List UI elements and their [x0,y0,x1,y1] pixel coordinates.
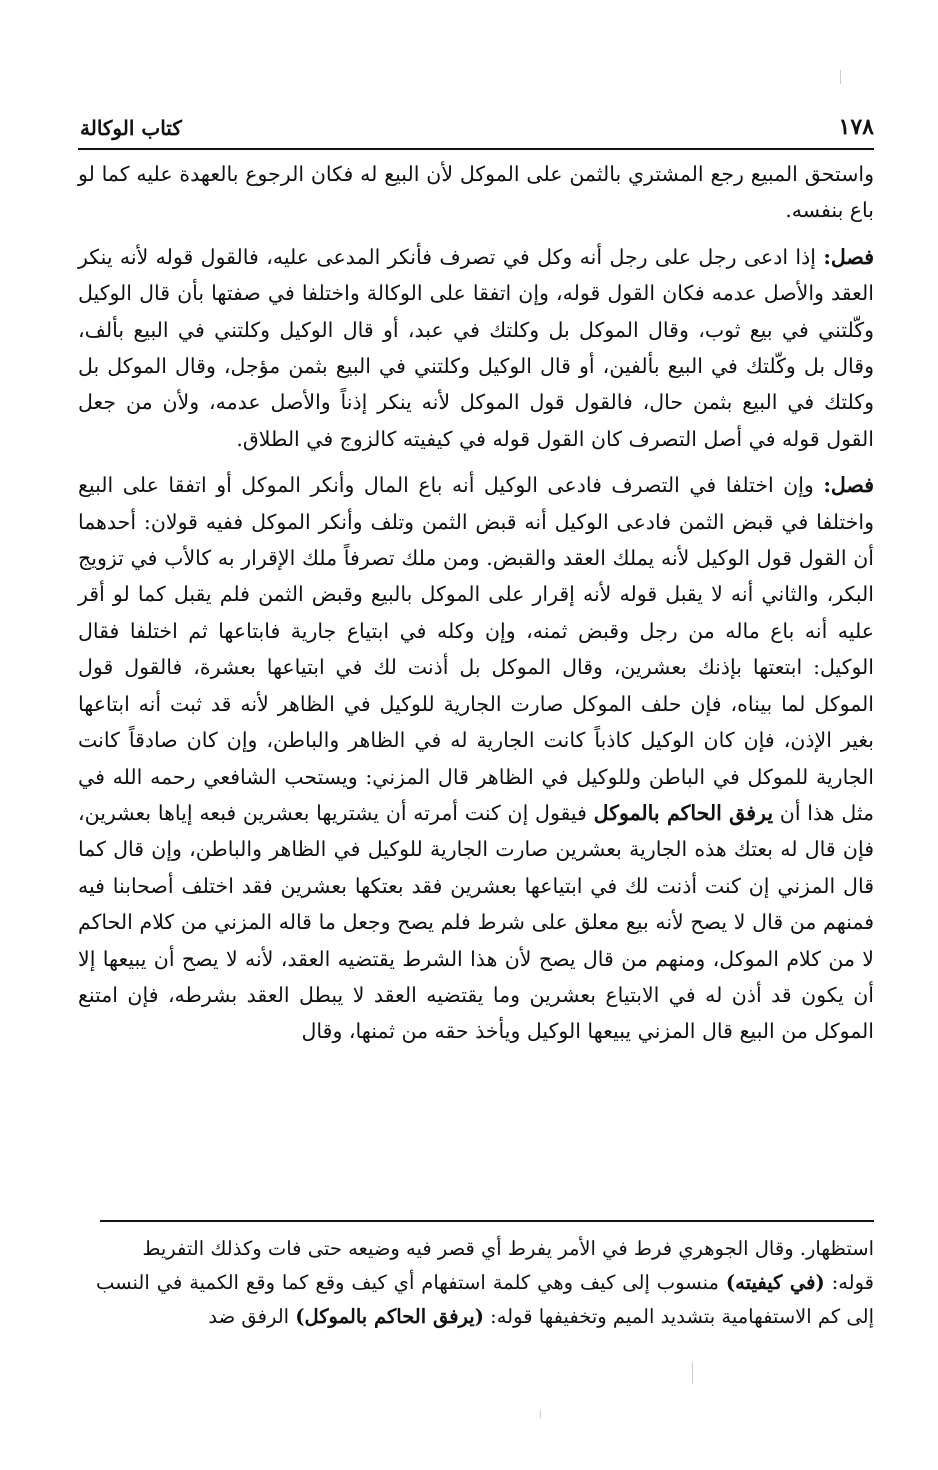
footnote-entry [96,1266,874,1334]
footnote-keyword: (في كيفيته) [725,1271,825,1294]
page-header [80,96,874,140]
paragraph-section-2 [78,467,874,1050]
section-text-b: فيقول إن كنت أمرته أن يشتريها بعشرين فبعه إياها بعشرين، فإن قال له بعتك هذه الجارية بعشرين صارت الجارية للوكيل في الظاهر والباطن، وإن قال كما قال المزني إن كنت أذنت لك في ابتياعها بعشرين فقد بعتكها بعشرين فقد اختلف أصحابنا فيه فمنهم من قال لا يصح لأنه بيع معلق على شرط فلم يصح وجعل ما قاله المزني من كلام الحاكم لا من كلام الموكل، ومنهم من قال يصح لأن هذا الشرط يقتضيه العقد، لأنه لا يصح أن يبيعها إلا أن يكون قد أذن له في الابتياع بعشرين وما يقتضيه العقد لا يبطل العقد بشرطه، فإن امتنع الموكل من البيع قال المزني يبيعها الوكيل ويأخذ حقه من ثمنها، وقال [78,800,874,1044]
section-text: إذا ادعى رجل على رجل أنه وكل في تصرف فأنكر المدعى عليه، فالقول قوله لأنه ينكر العقد والأصل عدمه فكان القول قوله، وإن اتفقا على الوكالة واختلفا في صفتها بأن قال الوكيل وكّلتني في بيع ثوب، وقال الموكل بل وكلتك في عبد، أو قال الوكيل وكلتني في البيع بألف، وقال بل وكّلتك في البيع بألفين، أو قال الوكيل وكلتني في البيع بثمن مؤجل، وقال الموكل بل وكلتك في البيع بثمن حال، فالقول قول الموكل لأنه ينكر إذناً والأصل عدمه، ولأن من جعل القول قوله في أصل التصرف كان القول قوله في كيفيته كالزوج في الطلاق. [78,244,874,451]
page-number: ١٧٨ [838,114,874,140]
main-text [78,156,874,1050]
footnote-text: قوله: [824,1271,875,1294]
paragraph-section-1 [78,239,874,457]
footnote-line: استظهار. وقال الجوهري فرط في الأمر يفرط أي قصر فيه وضيعه حتى فات وكذلك التفريط [142,1237,874,1260]
footnotes [96,1232,874,1334]
footnote-text: الرفق ضد [208,1305,296,1328]
section-text-a: وإن اختلفا في التصرف فادعى الوكيل أنه باع المال وأنكر الموكل أو اتفقا على البيع واختلفا في قبض الثمن فادعى الوكيل أنه قبض الثمن وتلف وأنكر الموكل ففيه قولان: أحدهما أن القول قول الوكيل لأنه يملك العقد والقبض. ومن ملك تصرفاً ملك الإقرار به كالأب في تزويج البكر، والثاني أنه لا يقبل قوله لأنه إقرار على الموكل بالبيع وقبض الثمن فلم يقبل كما لو أقر عليه أنه باع ماله من رجل وقبض ثمنه، وإن وكله في ابتياع جارية فابتاعها ثم اختلفا فقال الوكيل: ابتعتها بإذنك بعشرين، وقال الموكل بل أذنت لك في ابتياعها بعشرة، فالقول قول الموكل لما بيناه، فإن حلف الموكل صارت الجارية للوكيل في الظاهر لأنه قد ثبت أنه ابتاعها بغير الإذن، فإن كان الوكيل كاذباً كانت الجارية له في الظاهر والباطن، وإن كان صادقاً كانت الجارية للموكل في الباطن وللوكيل في الظاهر قال المزني: ويستحب الشافعي رحمه الله في مثل هذا أن [78,473,875,825]
header-divider [78,148,874,150]
scan-mark [840,70,841,84]
footnote-divider [100,1220,874,1222]
footnote-keyword: (يرفق الحاكم بالموكل) [295,1305,484,1328]
scan-mark [540,1410,541,1418]
paragraph-continuation: واستحق المبيع رجع المشتري بالثمن على الموكل لأن البيع له فكان الرجوع بالعهدة عليه كما لو باع بنفسه. [78,162,874,223]
book-title: كتاب الوكالة [80,116,182,140]
section-label: فصل: [823,244,874,269]
section-label: فصل: [823,473,874,498]
emphasized-phrase: يرفق الحاكم بالموكل [593,800,774,825]
footnote-text: منسوب إلى كيف وهي كلمة استفهام أي كيف وقع كما وقع الكمية في النسب إلى كم الاستفهامية بتشديد الميم وتخفيفها قوله: [96,1271,874,1328]
scan-mark [692,1362,693,1384]
